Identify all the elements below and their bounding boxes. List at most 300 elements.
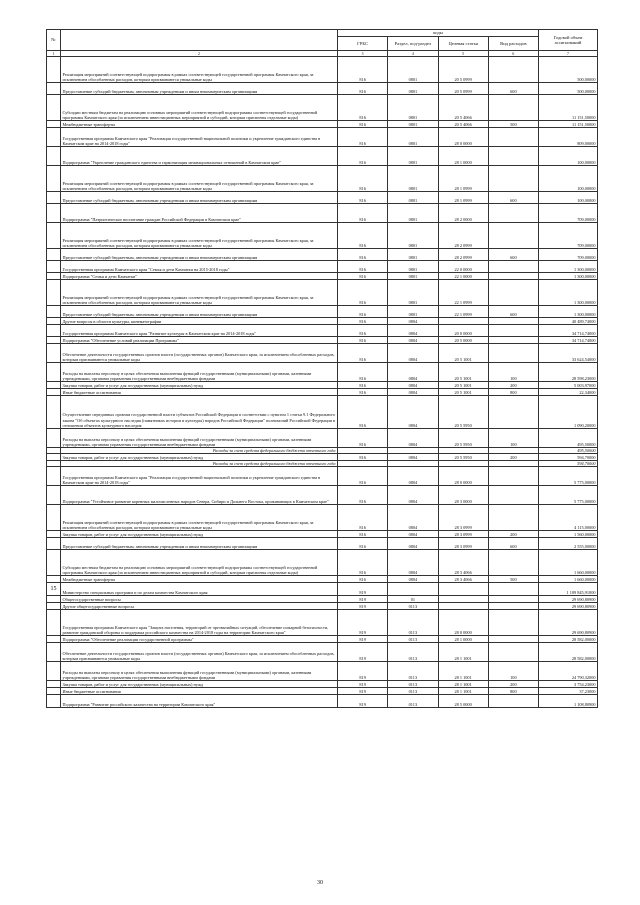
row-number	[47, 325, 61, 337]
row-number	[47, 643, 61, 662]
row-expense-type: 100	[488, 429, 538, 448]
header-razdel: Раздел, под-раздел	[388, 37, 438, 51]
row-name: Подпрограмма "Развитие российского казачества на территории Камчатского края"	[61, 695, 338, 708]
column-number: 2	[61, 51, 338, 57]
row-name: Реализация мероприятий соответствующей подпрограммы в рамках соответствующей государственной программы Камчатского края, за исключением обособленных расходов, которым присваиваются уникальные коды	[61, 280, 338, 306]
header-grbs: ГРБС	[338, 37, 388, 51]
row-expense-type: 500	[488, 121, 538, 128]
row-number	[47, 128, 61, 147]
row-expense-type: 500	[488, 576, 538, 583]
row-target-article: 28 0 0000	[438, 610, 488, 636]
row-name: Государственная программа Камчатского края "Семья и дети Камчатки на 2015-2018 годы"	[61, 261, 338, 273]
table-row	[47, 280, 598, 306]
row-amount: 11 151,50000	[539, 121, 598, 128]
row-name: Государственная программа Камчатского края "Развитие культуры в Камчатском крае на 2014-2018 годы"	[61, 325, 338, 337]
row-amount: 11 151,50000	[539, 95, 598, 121]
row-razdel: 0801	[388, 249, 438, 261]
row-amount: 809,00000	[539, 128, 598, 147]
row-grbs: 816	[338, 261, 388, 273]
row-number	[47, 382, 61, 389]
row-razdel: 0113	[388, 688, 438, 695]
column-number: 7	[539, 51, 598, 57]
row-amount: 29 690,80900	[539, 610, 598, 636]
row-razdel: 0801	[388, 261, 438, 273]
row-amount: 5 003,97000	[539, 382, 598, 389]
row-number	[47, 273, 61, 280]
row-razdel: 0801	[388, 121, 438, 128]
row-razdel: 0804	[388, 382, 438, 389]
row-number	[47, 576, 61, 583]
row-grbs: 816	[338, 204, 388, 223]
table-row	[47, 396, 598, 429]
row-target-article: 20 0 0000	[438, 325, 488, 337]
budget-table	[46, 29, 598, 708]
row-name: Межбюджетные трансферты	[61, 576, 338, 583]
row-grbs: 816	[338, 382, 388, 389]
header-name	[61, 30, 338, 51]
row-number	[47, 223, 61, 249]
table-row	[47, 505, 598, 531]
row-razdel: 0804	[388, 531, 438, 538]
row-razdel: 0804	[388, 538, 438, 550]
header-num: №	[47, 30, 61, 51]
row-razdel: 0804	[388, 454, 438, 461]
row-grbs: 819	[338, 610, 388, 636]
header-amount: Годовой объем ассигнований	[539, 30, 598, 51]
row-expense-type: 600	[488, 538, 538, 550]
row-amount: 495,50000	[539, 429, 598, 448]
row-expense-type: 200	[488, 382, 538, 389]
row-razdel: 0801	[388, 147, 438, 166]
header-cs: Целевая статья	[438, 37, 488, 51]
row-expense-type	[488, 643, 538, 662]
table-row	[47, 261, 598, 273]
column-number: 3	[338, 51, 388, 57]
row-expense-type	[488, 610, 538, 636]
row-razdel	[388, 583, 438, 596]
row-target-article: 28 1 1001	[438, 688, 488, 695]
row-razdel: 0801	[388, 273, 438, 280]
row-target-article: 28 3 0999	[438, 531, 488, 538]
table-row	[47, 318, 598, 325]
row-expense-type	[488, 603, 538, 610]
row-grbs: 819	[338, 681, 388, 688]
row-target-article: 20 5 5950	[438, 454, 488, 461]
row-grbs: 819	[338, 583, 388, 596]
row-razdel: 0801	[388, 306, 438, 318]
row-expense-type: 200	[488, 681, 538, 688]
row-amount: 24 790,32000	[539, 662, 598, 681]
row-grbs: 819	[338, 603, 388, 610]
table-row	[47, 166, 598, 192]
row-razdel: 0801	[388, 204, 438, 223]
row-razdel: 0804	[388, 389, 438, 396]
row-expense-type	[488, 344, 538, 363]
row-razdel: 0801	[388, 57, 438, 83]
row-grbs: 816	[338, 337, 388, 344]
table-row	[47, 121, 598, 128]
row-target-article	[438, 596, 488, 603]
row-target-article: 28 1 1001	[438, 643, 488, 662]
row-grbs: 819	[338, 596, 388, 603]
row-target-article: 20 5 1001	[438, 363, 488, 382]
row-name: Предоставление субсидий бюджетным, автономным учреждениям и иным некоммерческим организациям	[61, 538, 338, 550]
table-row	[47, 249, 598, 261]
row-number	[47, 531, 61, 538]
row-amount: 2 555,00000	[539, 538, 598, 550]
row-number	[47, 429, 61, 448]
row-razdel: 0804	[388, 318, 438, 325]
row-expense-type: 100	[488, 662, 538, 681]
row-number	[47, 603, 61, 610]
row-expense-type	[488, 325, 538, 337]
row-target-article: 28 1 0999	[438, 166, 488, 192]
row-amount: 3 754,23000	[539, 681, 598, 688]
row-amount: 29 690,80900	[539, 603, 598, 610]
row-grbs: 816	[338, 280, 388, 306]
row-number	[47, 95, 61, 121]
row-number	[47, 538, 61, 550]
table-row	[47, 57, 598, 83]
row-razdel: 0113	[388, 643, 438, 662]
row-razdel: 0804	[388, 396, 438, 429]
row-amount: 100,00000	[539, 147, 598, 166]
row-grbs: 816	[338, 344, 388, 363]
table-row	[47, 662, 598, 681]
table-row	[47, 147, 598, 166]
row-name: Обеспечение деятельности государственных органов власти (государственных органов) Камчатского края, за исключением обособленных расходов, которым присваиваются уникальные коды	[61, 643, 338, 662]
row-name: Расходы за счет средств федерального бюджета отчетного года	[61, 448, 338, 454]
row-name: Расходы на выплаты персоналу в целях обеспечения выполнения функций государственными (муниципальными) органами, казенными учреждениями, органами управления государственными внебюджетными фондами	[61, 429, 338, 448]
row-number	[47, 306, 61, 318]
row-expense-type	[488, 505, 538, 531]
row-name: Межбюджетные трансферты	[61, 121, 338, 128]
row-number	[47, 505, 61, 531]
row-target-article: 22 1 0999	[438, 306, 488, 318]
row-amount: 34 714,74000	[539, 325, 598, 337]
row-expense-type	[488, 166, 538, 192]
row-amount: 1 300,00000	[539, 273, 598, 280]
row-number	[47, 467, 61, 486]
row-expense-type	[488, 273, 538, 280]
row-name: Министерство специальных программ и по делам казачества Камчатского края	[61, 583, 338, 596]
row-name: Государственная программа Камчатского края "Реализация государственной национальной политики и укрепление гражданского единства в Камчатском крае на 2014-2018 годы"	[61, 467, 338, 486]
row-target-article: 22 1 0999	[438, 280, 488, 306]
row-number	[47, 688, 61, 695]
row-target-article: 28 1 1001	[438, 681, 488, 688]
row-number	[47, 204, 61, 223]
row-razdel: 0804	[388, 325, 438, 337]
row-name: Общегосударственные вопросы	[61, 596, 338, 603]
row-target-article: 28 2 0999	[438, 249, 488, 261]
table-row	[47, 636, 598, 643]
row-target-article	[438, 603, 488, 610]
row-name: Подпрограмма "Обеспечение реализации государственной программы"	[61, 636, 338, 643]
row-target-article: 28 3 4066	[438, 550, 488, 576]
row-name: Субсидии местным бюджетам на реализацию основных мероприятий соответствующей подпрограммы соответствующей государственной программы Камчатского края (за исключением инвестиционных мероприятий и субсидий, которым присвоены отдельные коды)	[61, 95, 338, 121]
row-amount: 1 660,00000	[539, 576, 598, 583]
row-target-article: 22 1 0000	[438, 273, 488, 280]
row-name: Реализация мероприятий соответствующей подпрограммы в рамках соответствующей государственной программы Камчатского края, за исключением обособленных расходов, которым присваиваются уникальные коды	[61, 57, 338, 83]
row-name: Подпрограмма "Укрепление гражданского единства и гармонизация межнациональных отношений в Камчатском крае"	[61, 147, 338, 166]
row-expense-type: 600	[488, 192, 538, 204]
row-grbs: 816	[338, 505, 388, 531]
row-grbs: 816	[338, 389, 388, 396]
row-amount: 29 690,80900	[539, 596, 598, 603]
row-razdel: 0801	[388, 223, 438, 249]
table-row	[47, 643, 598, 662]
row-amount: 1 108,80900	[539, 695, 598, 708]
table-row	[47, 454, 598, 461]
row-target-article: 28 1 0000	[438, 636, 488, 643]
row-amount: 4 115,00000	[539, 505, 598, 531]
row-name: Другие вопросы в области культуры, кинематографии	[61, 318, 338, 325]
row-number	[47, 166, 61, 192]
row-expense-type	[488, 550, 538, 576]
row-number	[47, 318, 61, 325]
row-name: Иные бюджетные ассигнования	[61, 389, 338, 396]
row-grbs: 819	[338, 643, 388, 662]
row-target-article: 20 5 5950	[438, 429, 488, 448]
table-row	[47, 531, 598, 538]
row-number	[47, 662, 61, 681]
column-number: 6	[488, 51, 538, 57]
row-amount: 1 300,00000	[539, 261, 598, 273]
row-grbs: 816	[338, 57, 388, 83]
row-number	[47, 57, 61, 83]
row-target-article: 28 2 0000	[438, 204, 488, 223]
table-row	[47, 83, 598, 95]
table-row	[47, 486, 598, 505]
row-number	[47, 610, 61, 636]
row-number	[47, 261, 61, 273]
row-expense-type	[488, 467, 538, 486]
table-row	[47, 389, 598, 396]
table-row	[47, 344, 598, 363]
row-grbs: 816	[338, 576, 388, 583]
row-expense-type: 200	[488, 454, 538, 461]
row-razdel: 0804	[388, 550, 438, 576]
row-grbs: 816	[338, 223, 388, 249]
row-razdel: 0113	[388, 662, 438, 681]
row-grbs: 816	[338, 454, 388, 461]
table-body	[47, 57, 598, 708]
row-target-article: 28 3 0999	[438, 538, 488, 550]
row-expense-type	[488, 486, 538, 505]
row-amount: 500,00000	[539, 57, 598, 83]
row-grbs: 816	[338, 531, 388, 538]
table-row	[47, 596, 598, 603]
row-grbs: 816	[338, 396, 388, 429]
row-name: Осуществление переданных органам государственной власти субъектов Российской Федерации в соответствии с пунктом 1 статьи 9.1 Федерального закона "Об объектах культурного наследия (памятниках истории и культуры) народов Российской Федерации" полномочий Российской Федерации в отношении объектов культурного наследия	[61, 396, 338, 429]
row-grbs: 816	[338, 83, 388, 95]
row-expense-type	[488, 337, 538, 344]
row-name: Закупка товаров, работ и услуг для государственных (муниципальных) нужд	[61, 531, 338, 538]
row-expense-type: 100	[488, 363, 538, 382]
row-name: Предоставление субсидий бюджетным, автономным учреждениям и иным некоммерческим организациям	[61, 306, 338, 318]
table-row	[47, 467, 598, 486]
table-row	[47, 363, 598, 382]
row-amount: 100,00000	[539, 166, 598, 192]
row-target-article: 22 0 0000	[438, 261, 488, 273]
row-razdel: 0113	[388, 681, 438, 688]
row-expense-type	[488, 223, 538, 249]
row-grbs: 816	[338, 467, 388, 486]
row-name: Расходы на выплаты персоналу в целях обеспечения выполнения функций государственными (муниципальными) органами, казенными учреждениями, органами управления государственными внебюджетными фондами	[61, 662, 338, 681]
row-amount: 1 300,00000	[539, 280, 598, 306]
row-target-article: 28 1 0999	[438, 192, 488, 204]
row-target-article: 20 5 4066	[438, 121, 488, 128]
row-amount: 34 714,74000	[539, 337, 598, 344]
table-row	[47, 603, 598, 610]
row-razdel: 0801	[388, 95, 438, 121]
row-expense-type	[488, 204, 538, 223]
table-row	[47, 128, 598, 147]
row-target-article: 20 5 0999	[438, 83, 488, 95]
row-razdel: 0801	[388, 280, 438, 306]
row-name: Предоставление субсидий бюджетным, автономным учреждениям и иным некоммерческим организациям	[61, 83, 338, 95]
row-number	[47, 121, 61, 128]
row-expense-type	[488, 147, 538, 166]
row-number	[47, 344, 61, 363]
row-amount: 40 489,74000	[539, 318, 598, 325]
row-grbs: 819	[338, 688, 388, 695]
row-expense-type: 200	[488, 531, 538, 538]
row-razdel: 0113	[388, 695, 438, 708]
row-expense-type: 600	[488, 306, 538, 318]
row-target-article: 28 5 0000	[438, 695, 488, 708]
table-row	[47, 204, 598, 223]
table-row	[47, 192, 598, 204]
row-grbs: 816	[338, 538, 388, 550]
table-row	[47, 550, 598, 576]
row-number	[47, 636, 61, 643]
row-grbs: 819	[338, 695, 388, 708]
row-expense-type	[488, 128, 538, 147]
row-target-article: 28 1 0000	[438, 147, 488, 166]
table-row	[47, 95, 598, 121]
row-razdel: 0801	[388, 83, 438, 95]
row-target-article	[438, 318, 488, 325]
row-amount: 1 300,00000	[539, 306, 598, 318]
row-target-article: 20 5 1001	[438, 389, 488, 396]
row-name: Обеспечение деятельности государственных органов власти (государственных органов) Камчатского края, за исключением обособленных расходов, которым присваиваются уникальные коды	[61, 344, 338, 363]
row-grbs: 816	[338, 121, 388, 128]
row-amount: 1 660,00000	[539, 550, 598, 576]
row-razdel: 01	[388, 596, 438, 603]
row-target-article: 28 0 0000	[438, 467, 488, 486]
row-number	[47, 695, 61, 708]
row-name: Закупка товаров, работ и услуг для государственных (муниципальных) нужд	[61, 681, 338, 688]
row-razdel: 0801	[388, 192, 438, 204]
row-razdel: 0801	[388, 128, 438, 147]
table-row	[47, 306, 598, 318]
column-number: 5	[438, 51, 488, 57]
row-target-article: 20 5 0999	[438, 57, 488, 83]
row-name: Другие общегосударственные вопросы	[61, 603, 338, 610]
row-amount: 5 775,00000	[539, 486, 598, 505]
row-name: Реализация мероприятий соответствующей подпрограммы в рамках соответствующей государственной программы Камчатского края, за исключением обособленных расходов, которым присваиваются уникальные коды	[61, 223, 338, 249]
column-number: 1	[47, 51, 61, 57]
row-number	[47, 363, 61, 382]
row-name: Закупка товаров, работ и услуг для государственных (муниципальных) нужд	[61, 454, 338, 461]
row-grbs: 816	[338, 325, 388, 337]
header-vr: Вид расходов	[488, 37, 538, 51]
row-amount: 1 090,20000	[539, 396, 598, 429]
row-grbs: 816	[338, 486, 388, 505]
row-grbs: 816	[338, 318, 388, 325]
row-razdel: 0113	[388, 603, 438, 610]
table-row	[47, 337, 598, 344]
row-target-article: 20 5 1001	[438, 382, 488, 389]
row-razdel: 0804	[388, 363, 438, 382]
row-expense-type	[488, 695, 538, 708]
row-amount: 28 582,00000	[539, 643, 598, 662]
row-expense-type	[488, 261, 538, 273]
table-row	[47, 576, 598, 583]
row-grbs: 816	[338, 363, 388, 382]
row-amount: 495,50000	[539, 448, 598, 454]
row-number	[47, 280, 61, 306]
row-amount: 33 624,54000	[539, 344, 598, 363]
row-razdel: 0804	[388, 505, 438, 531]
row-name: Подпрограмма "Устойчивое развитие коренных малочисленных народов Севера, Сибири и Дальнего Востока, проживающих в Камчатском крае"	[61, 486, 338, 505]
row-expense-type	[488, 95, 538, 121]
row-expense-type	[488, 396, 538, 429]
row-expense-type: 600	[488, 83, 538, 95]
row-name: Государственная программа Камчатского края "Реализация государственной национальной политики и укрепление гражданского единства в Камчатском крае на 2014-2018 годы"	[61, 128, 338, 147]
row-expense-type	[488, 636, 538, 643]
row-name: Субсидии местным бюджетам на реализацию основных мероприятий соответствующей подпрограммы соответствующей государственной программы Камчатского края (за исключением инвестиционных мероприятий и субсидий, которым присвоены отдельные коды)	[61, 550, 338, 576]
row-name: Иные бюджетные ассигнования	[61, 688, 338, 695]
row-number: 15	[47, 583, 61, 596]
row-grbs: 816	[338, 166, 388, 192]
row-grbs: 816	[338, 550, 388, 576]
table-row	[47, 583, 598, 596]
row-grbs: 816	[338, 95, 388, 121]
row-razdel: 0804	[388, 467, 438, 486]
row-target-article: 28 3 4066	[438, 576, 488, 583]
row-name: Государственная программа Камчатского края "Защита населения, территорий от чрезвычайных ситуаций, обеспечение пожарной безопасности, развитие гражданской обороны и поддержка российского казачества на 2014-2018 годы на территории Камчатского края"	[61, 610, 338, 636]
row-expense-type	[488, 318, 538, 325]
table-row	[47, 429, 598, 448]
table-row	[47, 610, 598, 636]
row-grbs: 816	[338, 147, 388, 166]
row-razdel: 0804	[388, 429, 438, 448]
row-target-article: 20 5 4066	[438, 95, 488, 121]
row-name: Расходы на выплаты персоналу в целях обеспечения выполнения функций государственными (муниципальными) органами, казенными учреждениями, органами управления государственными внебюджетными фондами	[61, 363, 338, 382]
table-row	[47, 223, 598, 249]
row-name: Предоставление субсидий бюджетным, автономным учреждениям и иным некоммерческим организациям	[61, 249, 338, 261]
row-amount: 28 598,23000	[539, 363, 598, 382]
row-grbs: 816	[338, 192, 388, 204]
table-row	[47, 325, 598, 337]
row-amount: 709,00000	[539, 223, 598, 249]
row-target-article: 28 1 1001	[438, 662, 488, 681]
row-grbs: 816	[338, 128, 388, 147]
row-number	[47, 249, 61, 261]
row-expense-type: 800	[488, 688, 538, 695]
row-amount: 709,00000	[539, 249, 598, 261]
row-grbs: 819	[338, 662, 388, 681]
table-row	[47, 681, 598, 688]
row-razdel: 0113	[388, 636, 438, 643]
row-expense-type	[488, 596, 538, 603]
row-razdel: 0804	[388, 576, 438, 583]
row-razdel: 0113	[388, 610, 438, 636]
row-name: Подпрограмма "Семья и дети Камчатки"	[61, 273, 338, 280]
row-razdel: 0804	[388, 337, 438, 344]
